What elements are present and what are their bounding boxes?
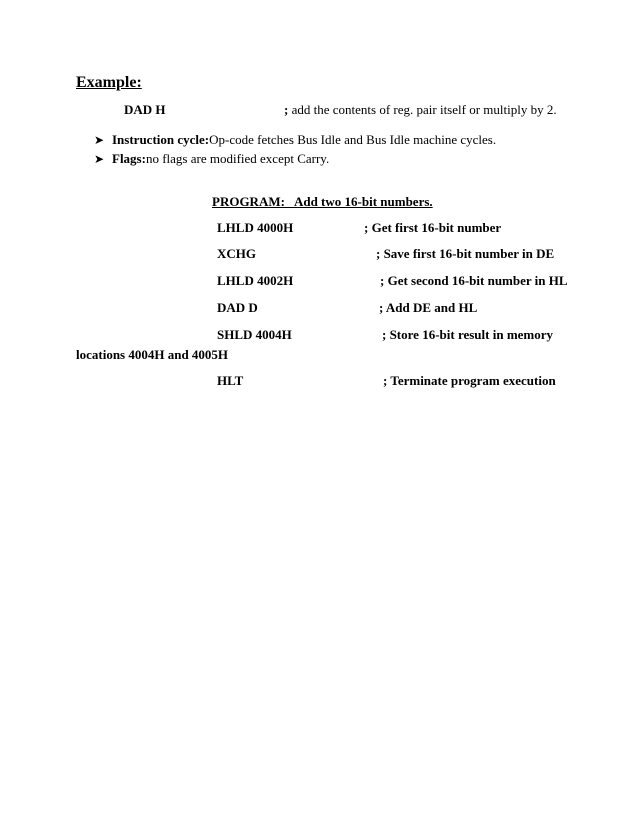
bullet-label: Flags: — [112, 151, 146, 166]
bullet-text: no flags are modified except Carry. — [145, 151, 330, 166]
program-line-instruction: XCHG — [217, 246, 256, 261]
program-title: PROGRAM: Add two 16-bit numbers. — [212, 194, 433, 209]
program-line-comment: ; Store 16-bit result in memory — [382, 327, 554, 342]
bullet-label: Instruction cycle: — [112, 132, 210, 147]
program-line-comment: ; Terminate program execution — [383, 373, 556, 388]
bullet-instruction-cycle — [94, 133, 496, 146]
example-comment: ; add the contents of reg. pair itself or multiply by 2. — [284, 102, 557, 117]
program-line-instruction: SHLD 4004H — [217, 327, 292, 342]
program-line-instruction: DAD D — [217, 300, 258, 315]
program-line-instruction: LHLD 4002H — [217, 273, 294, 288]
program-line-continuation: locations 4004H and 4005H — [76, 347, 229, 362]
program-line-comment: ; Add DE and HL — [379, 300, 478, 315]
program-line-comment: ; Get first 16-bit number — [364, 220, 502, 235]
arrow-bullet-icon: ➤ — [94, 151, 105, 166]
program-line-comment: ; Get second 16-bit number in HL — [380, 273, 568, 288]
bullet-flags — [94, 152, 329, 165]
program-line-comment: ; Save first 16-bit number in DE — [376, 246, 555, 261]
example-heading: Example: — [76, 74, 142, 91]
example-instruction: DAD H — [124, 102, 166, 117]
program-line-instruction: HLT — [217, 373, 244, 388]
example-comment-text: add the contents of reg. pair itself or multiply by 2. — [288, 102, 557, 117]
bullet-text: Op-code fetches Bus Idle and Bus Idle machine cycles. — [209, 132, 497, 147]
arrow-bullet-icon: ➤ — [94, 132, 105, 147]
program-line-instruction: LHLD 4000H — [217, 220, 294, 235]
